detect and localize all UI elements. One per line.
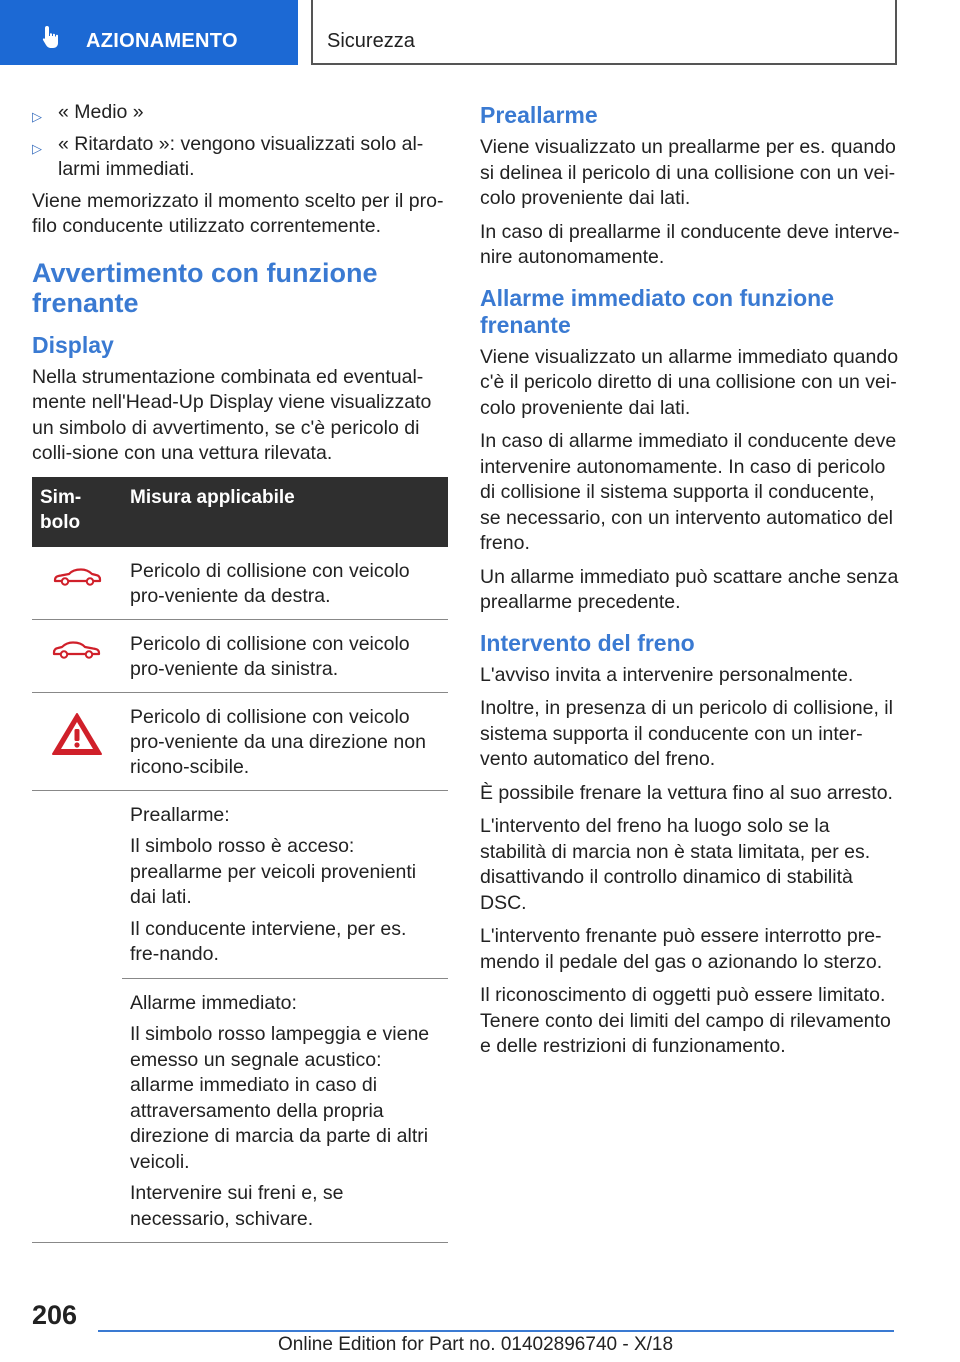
- right-column: [480, 100, 900, 1068]
- chapter-label: AZIONAMENTO: [86, 30, 238, 52]
- paragraph-memo: Viene memorizzato il momento scelto per il pro-filo conducente utilizzato correntemente.: [32, 189, 444, 237]
- table-row: [32, 692, 448, 790]
- measure-cell: Pericolo di collisione con veicolo pro-veniente da destra.: [122, 547, 448, 620]
- symbol-cell-empty: [32, 978, 122, 1243]
- list-item-text: « Medio »: [58, 101, 144, 123]
- triangle-bullet-icon: ▷: [32, 109, 42, 124]
- heading-preallarme: Preallarme: [480, 102, 598, 128]
- paragraph: L'intervento del freno ha luogo solo se la stabilità di marcia non è stata limitata, per es. disattivando il controllo dinamico di stabilità DSC.: [480, 815, 871, 914]
- measure-cell: Pericolo di collisione con veicolo pro-veniente da una direzione non ricono-scibile.: [122, 692, 448, 790]
- table-row: [32, 619, 448, 692]
- table-row: [32, 978, 448, 1243]
- prealarm-line1: Il simbolo rosso è acceso: preallarme per veicoli provenienti dai lati.: [130, 835, 417, 908]
- immediate-line2: Intervenire sui freni e, se necessario, schivare.: [130, 1182, 344, 1230]
- heading-allarme-immediato: Allarme immediato con funzione frenante: [480, 284, 834, 338]
- page-footer: [0, 1290, 960, 1362]
- prealarm-title: Preallarme:: [130, 803, 230, 826]
- paragraph: L'avviso invita a intervenire personalmente.: [480, 663, 854, 686]
- symbol-cell: [32, 547, 122, 620]
- list-item: [0, 100, 448, 126]
- heading-display: Display: [32, 331, 114, 358]
- paragraph: L'intervento frenante può essere interrotto pre-mendo il pedale del gas o azionando lo sterzo.: [480, 925, 883, 973]
- table-header-row: [32, 477, 448, 547]
- warning-triangle-icon: [51, 711, 103, 757]
- heading-intervento-freno: Intervento del freno: [480, 629, 695, 656]
- left-column: [32, 100, 448, 1243]
- paragraph: È possibile frenare la vettura fino al suo arresto.: [480, 781, 893, 804]
- paragraph: Un allarme immediato può scattare anche senza preallarme precedente.: [480, 565, 899, 613]
- measure-cell-immediate: [122, 978, 448, 1243]
- table-row: [32, 790, 448, 978]
- heading-main: Avvertimento con funzione frenante: [32, 257, 378, 318]
- paragraph: Viene visualizzato un preallarme per es. quando si delinea il pericolo di una collisione con un vei-colo proveniente dai lati.: [480, 136, 896, 209]
- symbol-cell: [32, 692, 122, 790]
- section-label: Sicurezza: [327, 30, 415, 52]
- page-number: 206: [32, 1300, 78, 1330]
- paragraph: In caso di preallarme il conducente deve interve-nire autonomamente.: [480, 220, 900, 268]
- symbol-cell-empty: [32, 790, 122, 978]
- immediate-line1: Il simbolo rosso lampeggia e viene emesso un segnale acustico: allarme immediato in caso di attraversamento della propria direzione di marcia da parte di altri veicoli.: [130, 1023, 430, 1173]
- footer-divider: [98, 1330, 894, 1332]
- measure-cell-prealarm: [122, 790, 448, 978]
- page-header: [0, 0, 960, 68]
- symbol-table: [32, 477, 448, 1244]
- prealarm-line2: Il conducente interviene, per es. fre-nando.: [130, 917, 407, 965]
- measure-cell: Pericolo di collisione con veicolo pro-veniente da sinistra.: [122, 619, 448, 692]
- chapter-tab[interactable]: [0, 0, 298, 65]
- list-item-text: « Ritardato »: vengono visualizzati solo al-larmi immediati.: [58, 132, 424, 180]
- table-row: [32, 547, 448, 620]
- triangle-bullet-icon: ▷: [32, 140, 42, 156]
- car-left-icon: [52, 638, 102, 660]
- paragraph-display: Nella strumentazione combinata ed eventual-mente nell'Head-Up Display viene visualizzato un simbolo di avvertimento, se c'è pericolo di colli-sione con una vettura rilevata.: [32, 365, 432, 464]
- immediate-title: Allarme immediato:: [130, 991, 297, 1014]
- column-header-symbol: Sim-bolo: [32, 477, 122, 547]
- column-header-measure: Misura applicabile: [122, 477, 448, 547]
- section-tab: [311, 0, 897, 65]
- paragraph: In caso di allarme immediato il conducente deve intervenire autonomamente. In caso di pericolo di collisione il sistema supporta il conducente, se necessario, con un intervento automatico del freno.: [480, 430, 897, 554]
- paragraph: Inoltre, in presenza di un pericolo di collisione, il sistema supporta il conducente con un inter-vento automatico del freno.: [480, 697, 893, 770]
- paragraph: Viene visualizzato un allarme immediato quando c'è il pericolo diretto di una collisione con un vei-colo proveniente dai lati.: [480, 345, 899, 419]
- symbol-cell: [32, 619, 122, 692]
- edition-text: Online Edition for Part no. 01402896740 - X/18: [278, 1334, 674, 1355]
- car-right-icon: [52, 565, 102, 587]
- hand-pointer-icon: [40, 24, 64, 50]
- paragraph: Il riconoscimento di oggetti può essere limitato. Tenere conto dei limiti del campo di rilevamento e delle restrizioni di funzionamento.: [480, 984, 891, 1057]
- list-item: [0, 132, 448, 183]
